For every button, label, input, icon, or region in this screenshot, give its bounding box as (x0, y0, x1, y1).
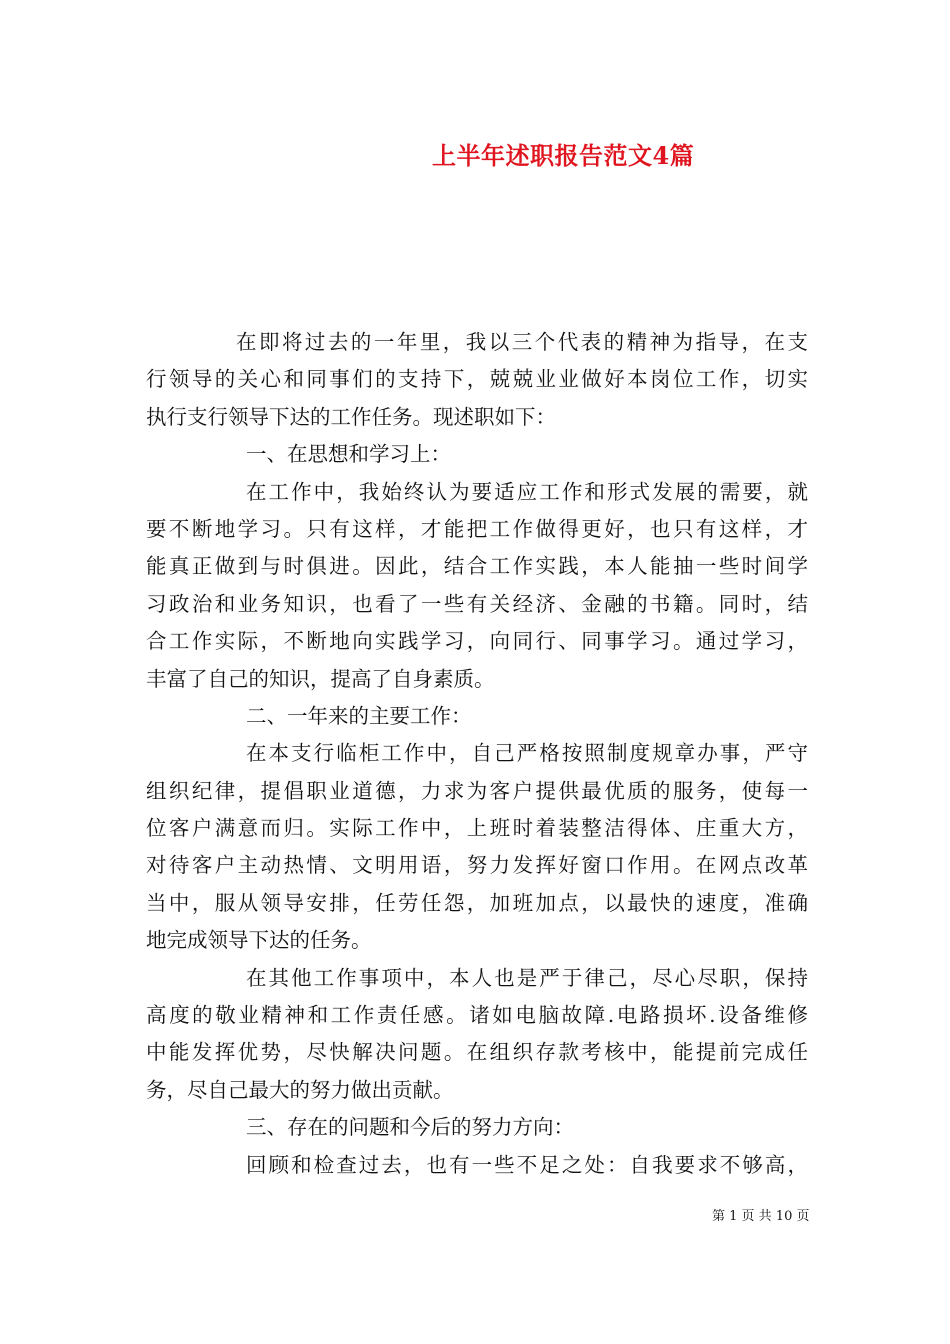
text-line: 在其他工作事项中，本人也是严于律己，尽心尽职，保持 (246, 965, 808, 990)
text-line: 在工作中，我始终认为要适应工作和形式发展的需要，就 (246, 479, 808, 504)
text-line: 中能发挥优势，尽快解决问题。在组织存款考核中，能提前完成任 (146, 1040, 808, 1065)
text-line: 地完成领导下达的任务。 (146, 928, 372, 953)
section-heading: 一、在思想和学习上： (246, 442, 451, 467)
text-line: 高度的敬业精神和工作责任感。诸如电脑故障.电路损坏.设备维修 (146, 1003, 808, 1028)
document-title: 上半年述职报告范文4篇 (432, 141, 695, 170)
text-line: 回顾和检查过去，也有一些不足之处：自我要求不够高， (246, 1152, 808, 1177)
text-line: 当中，服从领导安排，任劳任怨，加班加点，以最快的速度，准确 (146, 890, 808, 915)
page-number-footer: 第 1 页 共 10 页 (712, 1209, 810, 1224)
text-line: 习政治和业务知识，也看了一些有关经济、金融的书籍。同时，结 (146, 591, 808, 616)
document-body (146, 324, 808, 1184)
text-line: 在本支行临柜工作中，自己严格按照制度规章办事，严守 (246, 741, 808, 766)
text-line: 能真正做到与时俱进。因此，结合工作实践，本人能抽一些时间学 (146, 554, 808, 579)
text-line: 组织纪律，提倡职业道德，力求为客户提供最优质的服务，使每一 (146, 778, 808, 803)
text-line: 合工作实际，不断地向实践学习，向同行、同事学习。通过学习， (146, 629, 808, 654)
text-line: 执行支行领导下达的工作任务。现述职如下： (146, 404, 556, 429)
text-line: 行领导的关心和同事们的支持下，兢兢业业做好本岗位工作，切实 (146, 367, 808, 392)
text-line: 位客户满意而归。实际工作中，上班时着装整洁得体、庄重大方， (146, 816, 808, 841)
text-line: 在即将过去的一年里，我以三个代表的精神为指导，在支 (236, 330, 808, 354)
text-line: 对待客户主动热情、文明用语，努力发挥好窗口作用。在网点改革 (146, 853, 808, 878)
text-line: 丰富了自己的知识，提高了自身素质。 (146, 666, 495, 691)
section-heading: 三、存在的问题和今后的努力方向： (246, 1115, 574, 1140)
section-heading: 二、一年来的主要工作： (246, 703, 472, 728)
text-line: 要不断地学习。只有这样，才能把工作做得更好，也只有这样，才 (146, 516, 808, 541)
text-line: 务，尽自己最大的努力做出贡献。 (146, 1077, 454, 1102)
